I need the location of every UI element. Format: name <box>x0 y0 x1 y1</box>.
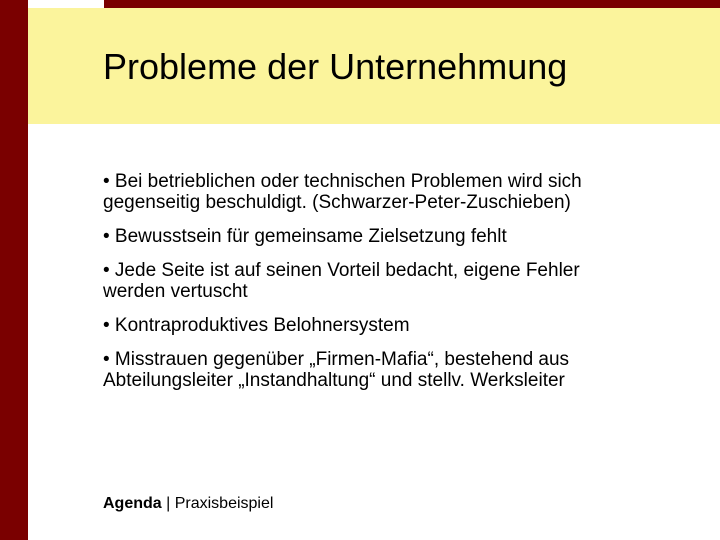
footer-agenda: Agenda <box>103 495 162 512</box>
bullet-item: • Jede Seite ist auf seinen Vorteil bedacht, eigene Fehler werden vertuscht <box>103 260 580 302</box>
footer-separator: | <box>161 495 175 512</box>
bullet-item: • Bewusstsein für gemeinsame Zielsetzung fehlt <box>103 226 507 247</box>
footer <box>103 495 273 513</box>
left-accent-bar <box>0 0 28 540</box>
bullet-item: • Bei betrieblichen oder technischen Problemen wird sich gegenseitig beschuldigt. (Schwarzer-Peter-Zuschieben) <box>103 171 582 213</box>
slide-title: Probleme der Unternehmung <box>103 46 568 87</box>
footer-section: Praxisbeispiel <box>174 495 274 512</box>
top-accent-strip <box>104 0 720 8</box>
bullet-item: • Misstrauen gegenüber „Firmen-Mafia“, bestehend aus Abteilungsleiter „Instandhaltung“ und stellv. Werksleiter <box>103 349 570 391</box>
bullet-list <box>103 171 603 404</box>
bullet-item: • Kontraproduktives Belohnersystem <box>103 315 410 336</box>
